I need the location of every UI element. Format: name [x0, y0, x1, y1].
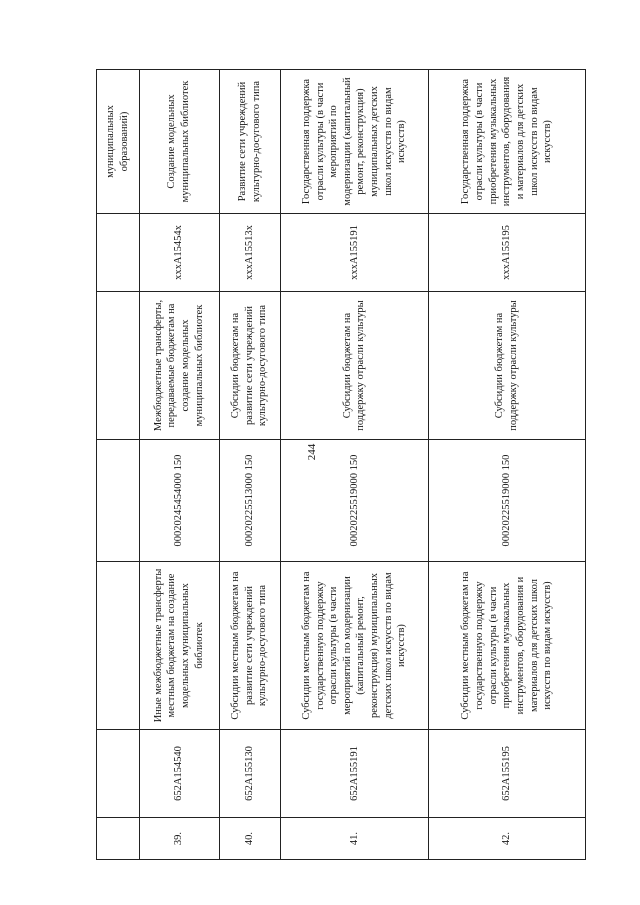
cell-code2: xxxA15454x [139, 214, 219, 292]
cell-kind: Субсидии бюджетам на поддержку отрасли культуры [429, 292, 586, 440]
cell-kind: Межбюджетные трансферты, передаваемые бюджетам на создание модельных муниципальных библиотек [139, 292, 219, 440]
cell-code2 [97, 214, 140, 292]
table-row [219, 70, 280, 860]
table-row [429, 70, 586, 860]
cell-num: 41. [280, 818, 428, 860]
table-row [139, 70, 219, 860]
cell-goal: Государственная поддержка отрасли культуры (в части мероприятий по модернизации (капитальный ремонт, реконструкция) муниципальных детских школ искусств по видам искусств) [280, 70, 428, 214]
rotated-table-wrapper [96, 70, 586, 860]
cell-kind [97, 292, 140, 440]
table-row [97, 70, 140, 860]
table-row [280, 70, 428, 860]
cell-kbk: 00020225513000 150 [219, 440, 280, 562]
cell-goal: Государственная поддержка отрасли культуры (в части приобретения музыкальных инструментов, оборудования и материалов для детских школ искусств по видам искусств) [429, 70, 586, 214]
cell-code2: xxxA155195 [429, 214, 586, 292]
cell-code: 652A155130 [219, 730, 280, 818]
cell-goal: Развитие сети учреждений культурно-досугового типа [219, 70, 280, 214]
cell-name: Субсидии местным бюджетам на развитие сети учреждений культурно-досугового типа [219, 562, 280, 730]
cell-num: 39. [139, 818, 219, 860]
cell-code: 652A154540 [139, 730, 219, 818]
cell-kbk: 00020245454000 150 [139, 440, 219, 562]
page-number: 244 [306, 443, 318, 461]
cell-name: Субсидии местным бюджетам на государственную поддержку отрасли культуры (в части мероприятий по модернизации (капитальный ремонт, реконструкция) муниципальных детских школ искусств по видам искусств) [280, 562, 428, 730]
cell-kbk [97, 440, 140, 562]
cell-name: Субсидии местным бюджетам на государственную поддержку отрасли культуры (в части приобретения музыкальных инструментов, оборудования и материалов для детских школ искусств по видам искусств) [429, 562, 586, 730]
cell-goal: муниципальных образований) [97, 70, 140, 214]
cell-code: 652A155191 [280, 730, 428, 818]
cell-num [97, 818, 140, 860]
cell-code: 652A155195 [429, 730, 586, 818]
cell-goal: Создание модельных муниципальных библиотек [139, 70, 219, 214]
budget-codes-table [96, 69, 586, 860]
cell-num: 40. [219, 818, 280, 860]
cell-code2: xxxA15513x [219, 214, 280, 292]
cell-code [97, 730, 140, 818]
cell-name: Иные межбюджетные трансферты местным бюджетам на создание модельных муниципальных библиотек [139, 562, 219, 730]
cell-kind: Субсидии бюджетам на поддержку отрасли культуры [280, 292, 428, 440]
cell-kbk: 00020225519000 150 [429, 440, 586, 562]
cell-code2: xxxA155191 [280, 214, 428, 292]
cell-kind: Субсидии бюджетам на развитие сети учреждений культурно-досугового типа [219, 292, 280, 440]
cell-kbk: 00020225519000 150 [280, 440, 428, 562]
cell-name [97, 562, 140, 730]
cell-num: 42. [429, 818, 586, 860]
